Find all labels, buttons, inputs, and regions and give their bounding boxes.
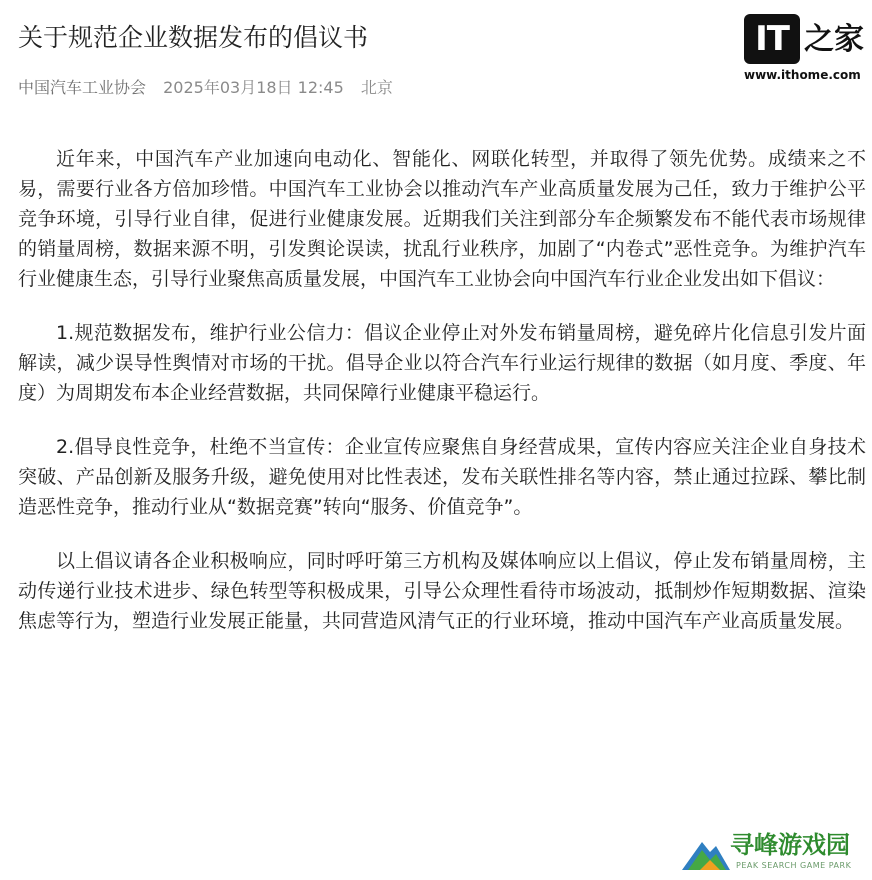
paragraph-item-1: 1.规范数据发布，维护行业公信力：倡议企业停止对外发布销量周榜，避免碎片化信息引发片面解读，减少误导性舆情对市场的干扰。倡导企业以符合汽车行业运行规律的数据（如月度、季度、年度）为周期发布本企业经营数据，共同保障行业健康平稳运行。: [18, 322, 866, 404]
watermark-name: 寻峰游戏园: [730, 831, 850, 859]
article-title: 关于规范企业数据发布的倡议书: [18, 23, 369, 52]
source-name[interactable]: 中国汽车工业协会: [18, 78, 147, 97]
logo-chars: 之家: [804, 22, 864, 57]
publish-datetime: 2025年03月18日 12:45: [163, 78, 344, 97]
paragraph-closing: 以上倡议请各企业积极响应，同时呼吁第三方机构及媒体响应以上倡议，停止发布销量周榜，主动传递行业技术进步、绿色转型等积极成果，引导公众理性看待市场波动，抵制炒作短期数据、渲染焦虑等行为，塑造行业发展正能量，共同营造风清气正的行业环境，推动中国汽车产业高质量发展。: [18, 550, 866, 632]
paragraph-intro: 近年来，中国汽车产业加速向电动化、智能化、网联化转型，并取得了领先优势。成绩来之不易，需要行业各方倍加珍惜。中国汽车工业协会以推动汽车产业高质量发展为己任，致力于维护公平竞争环境，引导行业自律，促进行业健康发展。近期我们关注到部分车企频繁发布不能代表市场规律的销量周榜，数据来源不明，引发舆论误读，扰乱行业秩序，加剧了“内卷式”恶性竞争。为维护汽车行业健康生态，引导行业聚焦高质量发展，中国汽车工业协会向中国汽车行业企业发出如下倡议：: [18, 148, 866, 290]
paragraph-item-2: 2.倡导良性竞争，杜绝不当宣传：企业宣传应聚焦自身经营成果，宣传内容应关注企业自身技术突破、产品创新及服务升级，避免使用对比性表述，发布关联性排名等内容，禁止通过拉踩、攀比制造恶性竞争，推动行业从“数据竞赛”转向“服务、价值竞争”。: [18, 436, 866, 518]
ithome-logo: [742, 14, 862, 86]
article-meta: [18, 76, 405, 100]
watermark-logo: [680, 828, 870, 876]
logo-mark: IT: [744, 14, 800, 64]
article-body: [18, 144, 866, 660]
watermark-subtitle: PEAK SEARCH GAME PARK: [736, 861, 852, 870]
logo-url: www.ithome.com: [744, 68, 861, 82]
mountain-icon: [680, 836, 732, 872]
publish-location: 北京: [360, 78, 393, 97]
